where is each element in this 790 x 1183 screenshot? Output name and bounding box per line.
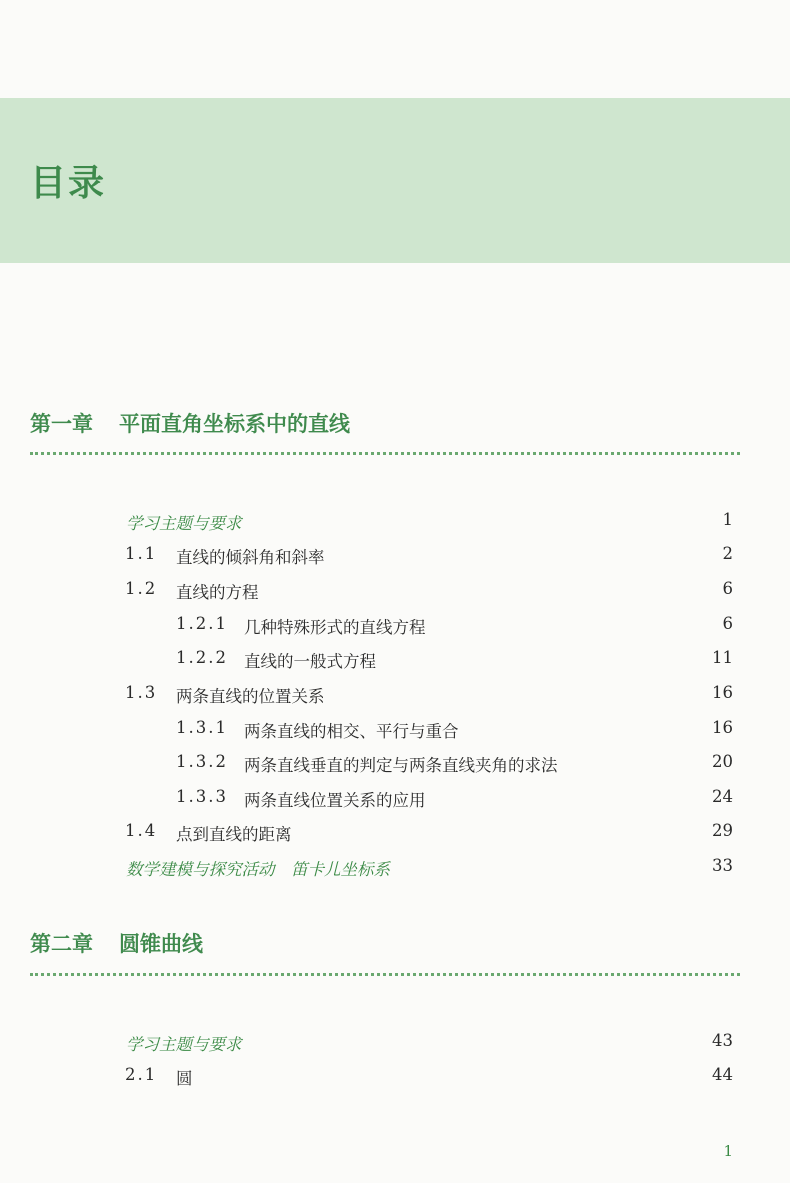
entry-number: 1.1 (125, 544, 158, 563)
entry-page: 11 (712, 648, 733, 667)
entry-page: 24 (712, 787, 733, 806)
entry-page: 16 (712, 718, 733, 737)
chapter-title: 平面直角坐标系中的直线 (119, 412, 350, 436)
entry-page: 33 (712, 856, 733, 875)
entry-title: 两条直线的相交、平行与重合 (244, 722, 459, 741)
chapter-heading-1 (30, 408, 350, 438)
entry-page: 20 (712, 752, 733, 771)
entry-title: 学习主题与要求 (126, 1035, 242, 1054)
entry-title: 圆 (176, 1069, 193, 1088)
entry-page: 29 (712, 821, 733, 840)
entry-number: 2.1 (125, 1065, 158, 1084)
toc-entry[interactable] (0, 821, 790, 847)
entry-title: 直线的方程 (176, 583, 259, 602)
entry-title: 几种特殊形式的直线方程 (244, 618, 426, 637)
entry-page: 43 (712, 1031, 733, 1050)
toc-entry[interactable] (0, 510, 790, 536)
entry-page: 44 (712, 1065, 733, 1084)
entry-title: 两条直线位置关系的应用 (244, 791, 426, 810)
entry-number: 1.3.2 (176, 752, 228, 771)
entry-title: 两条直线的位置关系 (176, 687, 325, 706)
title-banner (0, 98, 790, 263)
entry-page: 1 (722, 510, 733, 529)
toc-entry[interactable] (0, 787, 790, 813)
entry-number: 1.2.2 (176, 648, 228, 667)
toc-entry[interactable] (0, 856, 790, 882)
entry-number: 1.3.3 (176, 787, 228, 806)
entry-title: 直线的一般式方程 (244, 652, 376, 671)
entry-number: 1.3.1 (176, 718, 228, 737)
page-number: 1 (723, 1142, 733, 1160)
entry-page: 6 (722, 579, 733, 598)
entry-page: 2 (722, 544, 733, 563)
page-title: 目录 (30, 163, 107, 204)
toc-entry[interactable] (0, 683, 790, 709)
entry-number: 1.2 (125, 579, 158, 598)
toc-entry[interactable] (0, 1065, 790, 1091)
toc-entry[interactable] (0, 614, 790, 640)
chapter-label: 第一章 (30, 412, 93, 436)
toc-entry[interactable] (0, 544, 790, 570)
dotted-divider (30, 973, 740, 976)
entry-number: 1.3 (125, 683, 158, 702)
entry-title: 两条直线垂直的判定与两条直线夹角的求法 (244, 756, 558, 775)
toc-entry[interactable] (0, 579, 790, 605)
chapter-title: 圆锥曲线 (119, 932, 203, 956)
toc-entry[interactable] (0, 648, 790, 674)
entry-title: 学习主题与要求 (126, 514, 242, 533)
toc-entry[interactable] (0, 752, 790, 778)
entry-page: 6 (722, 614, 733, 633)
entry-title: 直线的倾斜角和斜率 (176, 548, 325, 567)
dotted-divider (30, 452, 740, 455)
entry-title: 数学建模与探究活动 笛卡儿坐标系 (126, 860, 390, 879)
entry-page: 16 (712, 683, 733, 702)
entry-number: 1.4 (125, 821, 158, 840)
chapter-label: 第二章 (30, 932, 93, 956)
chapter-heading-2 (30, 928, 203, 958)
entry-title: 点到直线的距离 (176, 825, 292, 844)
toc-entry[interactable] (0, 1031, 790, 1057)
entry-number: 1.2.1 (176, 614, 228, 633)
toc-entry[interactable] (0, 718, 790, 744)
